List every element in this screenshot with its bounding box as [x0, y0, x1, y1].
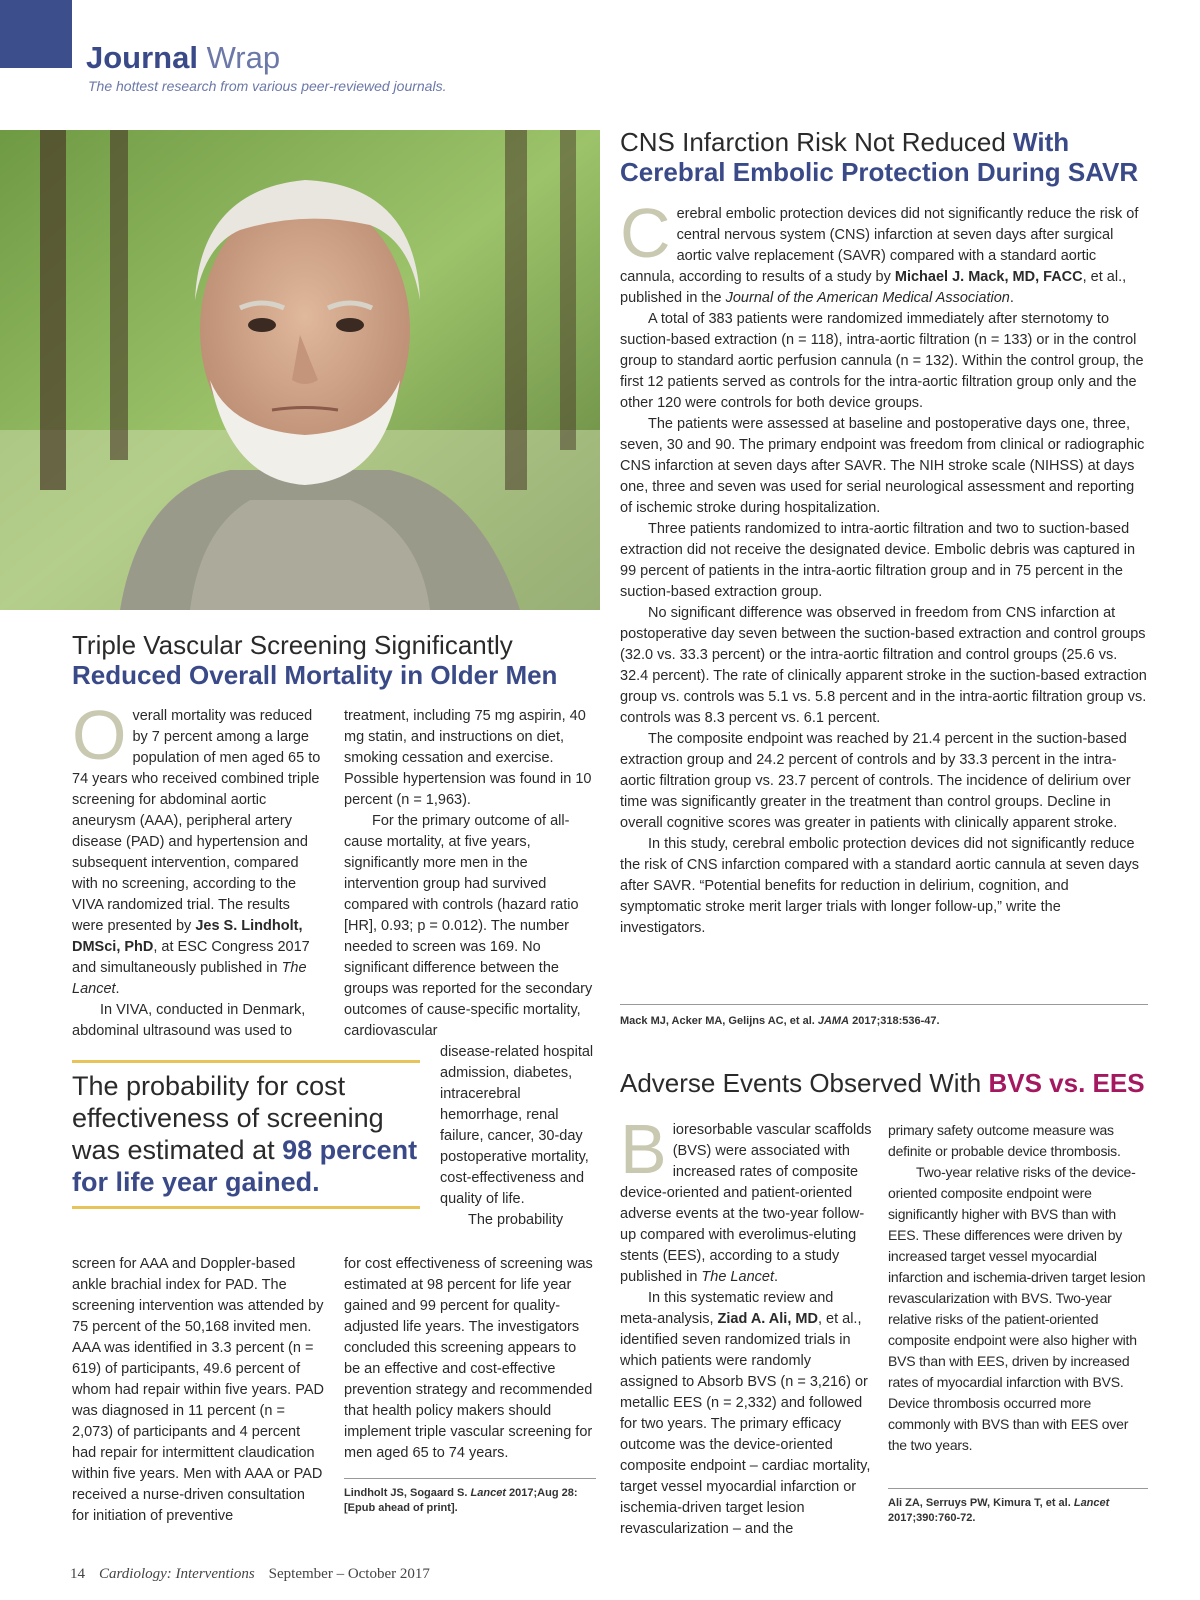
article2-paragraph: Three patients randomized to intra-aortic filtration and two to suction-based extraction did not receive the designated device. Embolic debris was captured in 99 percent of patients in the intra-aortic filtration group and in 75 percent in the suction-based extraction group. — [620, 521, 1136, 600]
article2-title: CNS Infarction Risk Not Reduced With Cerebral Embolic Protection During SAVR — [620, 127, 1139, 187]
article2-paragraph: No significant difference was observed in freedom from CNS infarction at postoperative day seven between the suction-based extraction and control groups (32.0 vs. 33.3 percent) or the intra-aortic filtration and control groups (25.6 vs. 32.4 percent). The rate of clinically apparent stroke in the suction-based extraction group vs. controls was 5.1 vs. 5.8 percent and in the intra-aortic filtration group vs. controls was 8.3 percent vs. 6.1 percent. — [620, 605, 1147, 726]
article-photo — [0, 130, 600, 610]
reference-divider — [620, 1004, 1148, 1005]
pullquote-rule-bottom — [72, 1206, 420, 1209]
article1-paragraph-2: In VIVA, conducted in Denmark, abdominal ultrasound was used to — [72, 1002, 306, 1039]
article1-title: Triple Vascular Screening Significantly Reduced Overall Mortality in Older Men — [72, 630, 558, 690]
article1-paragraph: The probability — [468, 1212, 564, 1228]
article1-column-3 — [72, 1254, 324, 1527]
article2-paragraph-1: Cerebral embolic protection devices did not significantly reduce the risk of central nervous system (CNS) infarction at seven days after surgical aortic valve replacement (SAVR) compared with a standard aortic cannula, according to results of a study by Michael J. Mack, MD, FACC, et al., published in the Journal of the American Medical Association. — [620, 194, 1139, 306]
article2-paragraph: The composite endpoint was reached by 21.4 percent in the suction-based extraction group and 24.2 percent of controls and by 33.3 percent in the intra-aortic filtration group vs. 23.7 percent of controls. The incidence of delirium over time was significantly greater in the treatment than control groups. Decline in overall cognitive scores was greater in patients with clinically apparent stroke. — [620, 731, 1131, 831]
article3-column-1 — [620, 1110, 872, 1540]
dropcap: O — [72, 696, 127, 774]
page-footer — [70, 1566, 430, 1583]
pullquote-rule-top — [72, 1060, 420, 1063]
reference-divider — [344, 1478, 596, 1479]
dropcap: B — [620, 1110, 667, 1188]
article1-reference: Lindholt JS, Sogaard S. Lancet 2017;Aug 28:[Epub ahead of print]. — [344, 1487, 578, 1514]
article1-wrap-text: disease-related hospital admission, diabetes, intracerebral hemorrhage, renal failure, cancer, 30-day postoperative mortality, cost-effectiveness and quality of life. — [440, 1044, 594, 1207]
section-subtitle: The hottest research from various peer-reviewed journals. — [88, 78, 447, 94]
article3-paragraph: Two-year relative risks of the device-oriented composite endpoint were significantly higher with BVS than with EES. These differences were driven by increased target vessel myocardial infarction and ischemia-driven target lesion revascularization with BVS. Two-year relative risks of the patient-oriented composite endpoint were also higher with BVS than with EES, driven by increased rates of myocardial infarction with BVS. Device thrombosis occurred more commonly with BVS than with EES over the two years. — [888, 1164, 1146, 1453]
article1-column-4 — [344, 1254, 596, 1464]
dropcap: C — [620, 194, 671, 272]
article1-paragraph: treatment, including 75 mg aspirin, 40 mg statin, and instructions on diet, smoking cessation and exercise. Possible hypertension was found in 10 percent (n = 1,963). — [344, 708, 592, 808]
article1-column-1 — [72, 696, 324, 1042]
article3-reference: Ali ZA, Serruys PW, Kimura T, et al. Lancet 2017;390:760-72. — [888, 1497, 1110, 1524]
pullquote: The probability for cost effectiveness of screening was estimated at 98 percent for life year gained. — [72, 1071, 418, 1197]
reference-divider — [888, 1488, 1148, 1489]
section-title: Journal Wrap — [86, 40, 281, 75]
article1-paragraph: For the primary outcome of all-cause mortality, at five years, significantly more men in the intervention group had survived compared with controls (hazard ratio [HR], 0.93; p = 0.012). The number needed to screen was 169. No significant difference between the groups was reported for the secondary outcomes of cause-specific mortality, cardiovascular — [344, 813, 593, 1039]
issue-date: September – October 2017 — [268, 1566, 430, 1582]
article2-body — [620, 194, 1148, 939]
article3-column-2 — [888, 1120, 1148, 1456]
article3-paragraph-2: In this systematic review and meta-analysis, Ziad A. Ali, MD, et al., identified seven randomized trials in which patients were randomly assigned to Absorb BVS (n = 3,216) or metallic EES (n = 2,332) and followed for two years. The primary efficacy outcome was the device-oriented composite endpoint – cardiac mortality, target vessel myocardial infarction or ischemia-driven target lesion revascularization – and the — [620, 1290, 871, 1537]
article1-paragraph: screen for AAA and Doppler-based ankle brachial index for PAD. The screening intervention was attended by 75 percent of the 50,168 invited men. AAA was identified in 3.3 percent (n = 619) of participants, 49.6 percent of whom had repair within five years. PAD was diagnosed in 11 percent (n = 2,073) of participants and 4 percent had repair for intermittent claudication within five years. Men with AAA or PAD received a nurse-driven consultation for initiation of preventive — [72, 1256, 324, 1524]
article1-paragraph: for cost effectiveness of screening was estimated at 98 percent for life year gained and 99 percent for quality-adjusted life years. The investigators concluded this screening appears to be an effective and cost-effective prevention strategy and recommended that health policy makers should implement triple vascular screening for men aged 65 to 74 years. — [344, 1256, 593, 1461]
article1-paragraph-1: Overall mortality was reduced by 7 percent among a large population of men aged 65 to 74 years who received combined triple screening for abdominal aortic aneurysm (AAA), peripheral artery disease (PAD) and hypertension and subsequent intervention, compared with no screening, according to the VIVA randomized trial. The results were presented by Jes S. Lindholt, DMSci, PhD, at ESC Congress 2017 and simultaneously published in The Lancet. — [72, 696, 321, 997]
page-number: 14 — [70, 1566, 85, 1582]
article3-paragraph-1: Bioresorbable vascular scaffolds (BVS) were associated with increased rates of composite device-oriented and patient-oriented adverse events at the two-year follow-up compared with everolimus-eluting stents (EES), according to a study published in The Lancet. — [620, 1110, 872, 1285]
article3-title: Adverse Events Observed With BVS vs. EES — [620, 1068, 1145, 1098]
article2-reference: Mack MJ, Acker MA, Gelijns AC, et al. JAMA 2017;318:536-47. — [620, 1015, 940, 1027]
article2-paragraph: The patients were assessed at baseline and postoperative days one, three, seven, 30 and 90. The primary endpoint was freedom from clinical or radiographic CNS infarction at seven days after SAVR. The NIH stroke scale (NIHSS) at days one, three and seven was used for serial neurological assessment and reporting of ischemic stroke during hospitalization. — [620, 416, 1145, 516]
article2-paragraph: In this study, cerebral embolic protection devices did not significantly reduce the risk of CNS infarction compared with a standard aortic cannula at seven days after SAVR. “Potential benefits for reduction in delirium, cognition, and symptomatic stroke merit larger trials with longer follow-up,” write the investigators. — [620, 836, 1140, 936]
older-man-portrait — [0, 130, 600, 610]
article3-paragraph: primary safety outcome measure was definite or probable device thrombosis. — [888, 1122, 1121, 1159]
magazine-name: Cardiology: Interventions — [99, 1566, 255, 1582]
article2-paragraph: A total of 383 patients were randomized immediately after sternotomy to suction-based extraction (n = 118), intra-aortic filtration (n = 133) or in the control group to standard aortic perfusion cannula (n = 132). Within the control group, the first 12 patients served as controls for the intra-aortic filtration group only and the other 120 were controls for both device groups. — [620, 311, 1144, 411]
corner-tab — [0, 0, 72, 68]
